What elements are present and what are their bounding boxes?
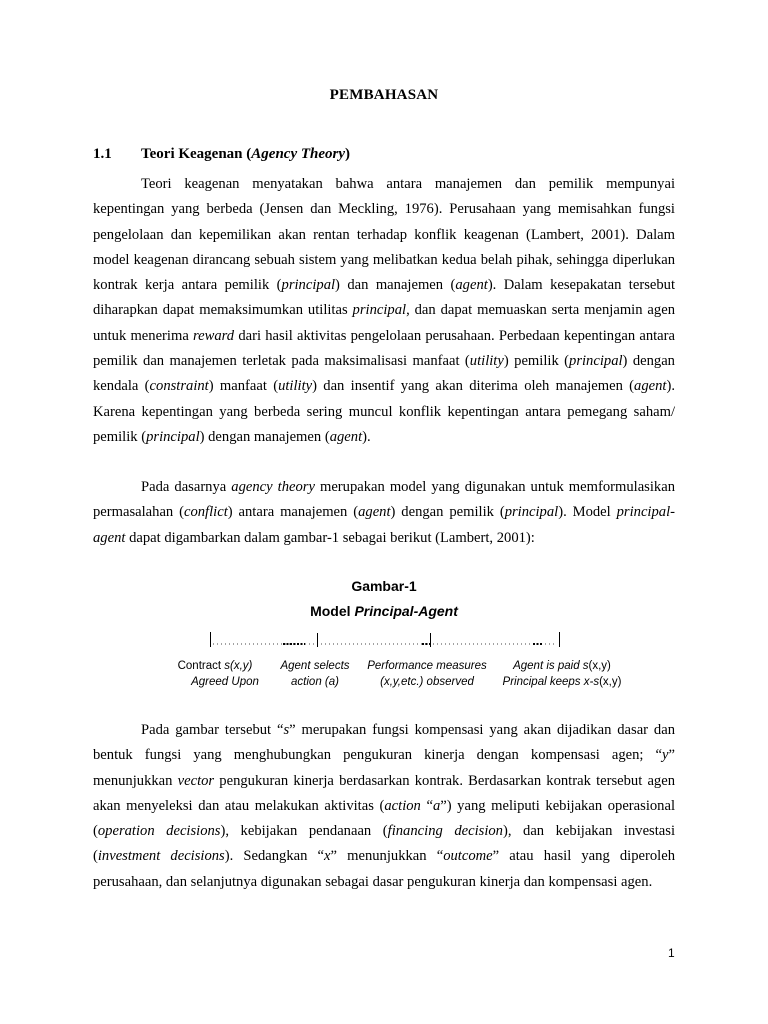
stage-contract: [160, 659, 270, 690]
stage-payment-formula: x-s: [583, 675, 600, 688]
page-number: 1: [668, 946, 675, 960]
stage-performance-line2: (x,y,etc.) observed: [380, 675, 474, 688]
stage-contract-text: Contract: [177, 660, 225, 672]
section-heading: [93, 146, 350, 163]
stage-contract-formula: s(x,y): [224, 660, 253, 672]
stage-payment-args-2: (x,y): [599, 675, 622, 688]
paragraph-agency-theory: Teori keagenan menyatakan bahwa antara manajemen dan pemilik mempunyai kepentingan yang berbeda (Jensen dan Meckling, 1976). Perusahaan yang memisahkan fungsi pengelolaan dan kepemilikan akan rentan terhadap konflik keagenan (Lambert, 2001). Dalam model keagenan dirancang sebuah sistem yang melibatkan kedua belah pihak, sehingga diperlukan kontrak kerja antara pemilik (principal) dan manajemen (agent). Dalam kesepakatan tersebut diharapkan dapat memaksimumkan utilitas principal, dan dapat memuaskan serta menjamin agen untuk menerima reward dari hasil aktivitas pengelolaan perusahaan. Perbedaan kepentingan antara pemilik dan manajemen terletak pada maksimalisasi manfaat (utility) pemilik (principal) dengan kendala (constraint) manfaat (utility) dan insentif yang akan diterima oleh manajemen (agent). Karena kepentingan yang berbeda sering muncul konflik kepentingan antara pemegang saham/ pemilik (principal) dengan manajemen (agent).: [93, 176, 676, 445]
stage-agent-action-line2: action (a): [291, 675, 339, 688]
stage-performance-line1: Performance measures: [367, 660, 487, 672]
figure-label: Gambar-1: [351, 578, 417, 594]
stage-agent-action-line1: Agent selects: [280, 660, 350, 672]
section-number: 1.1: [93, 146, 112, 162]
section-title-suffix: ): [345, 146, 351, 162]
page-title: PEMBAHASAN: [329, 87, 439, 103]
paragraph-figure-explanation: Pada gambar tersebut “s” merupakan fungsi kompensasi yang akan dijadikan dasar dan bentuk fungsi yang menghubungkan pengukuran kinerja dengan kompensasi agen; “y” menunjukkan vector pengukuran kinerja berdasarkan kontrak. Berdasarkan kontrak tersebut agen akan menyeleksi dan atau melakukan aktivitas (action “a”) yang meliputi kebijakan operasional (operation decisions), kebijakan pendanaan (financing decision), dan kebijakan investasi (investment decisions). Sedangkan “x” menunjukkan “outcome” atau hasil yang diperoleh perusahaan, dan selanjutnya digunakan sebagai dasar pengukuran kinerja dan kompensasi agen.: [93, 722, 676, 890]
stage-payment-s: s: [582, 660, 589, 672]
paragraph-agency-model: Pada dasarnya agency theory merupakan model yang digunakan untuk memformulasikan permasalahan (conflict) antara manajemen (agent) dengan pemilik (principal). Model principal-agent dapat digambarkan dalam gambar-1 sebagai berikut (Lambert, 2001):: [93, 479, 675, 546]
stage-payment-principal: Principal keeps: [502, 675, 584, 688]
stage-payment-text: Agent is paid: [513, 660, 583, 672]
stage-payment-args: (x,y): [588, 660, 611, 672]
stage-agent-action: [268, 659, 362, 690]
principal-agent-timeline: [209, 629, 562, 651]
figure-title: [0, 603, 768, 619]
figure-title-italic: Principal-Agent: [354, 603, 458, 619]
stage-contract-line2: Agreed Upon: [191, 675, 259, 688]
section-title-italic: Agency Theory: [251, 146, 346, 162]
stage-payment: [496, 659, 628, 690]
figure-title-prefix: Model: [310, 603, 355, 619]
stage-performance: [362, 659, 492, 690]
section-title-prefix: Teori Keagenan (: [141, 146, 252, 162]
